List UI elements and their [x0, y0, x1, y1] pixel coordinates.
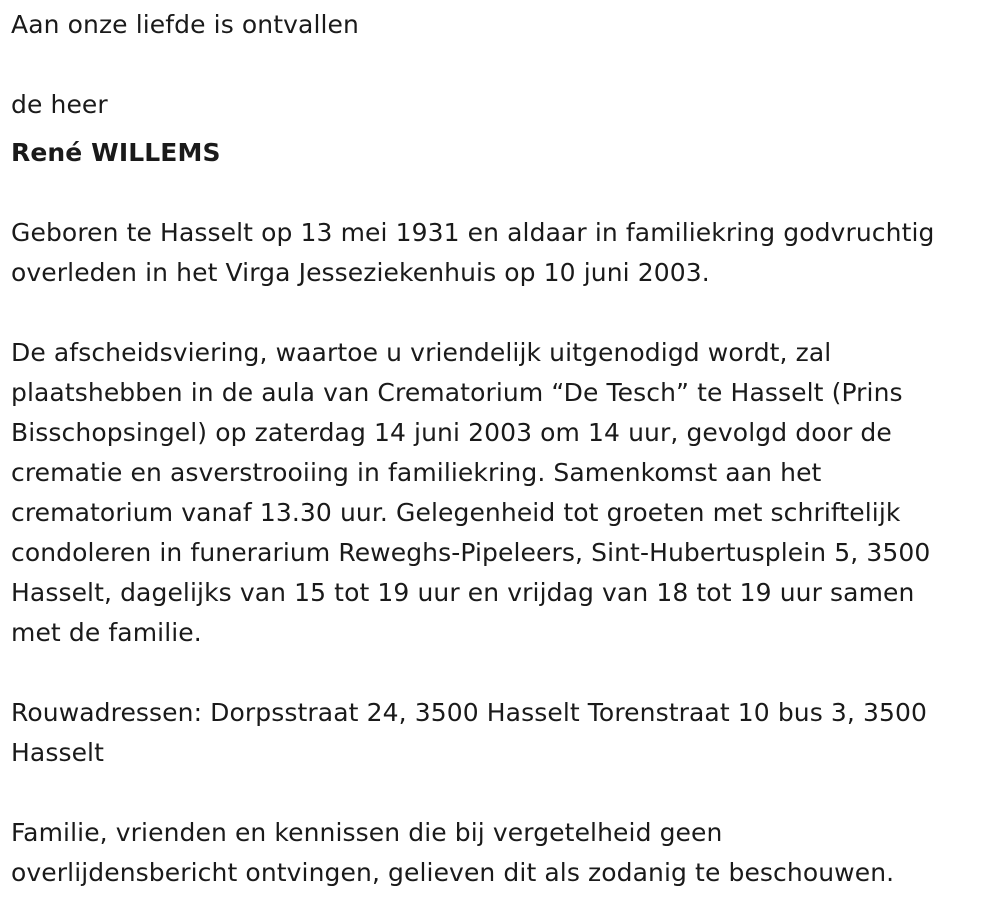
- paragraph-line: crematorium vanaf 13.30 uur. Gelegenheid tot groeten met schriftelijk: [11, 498, 901, 527]
- paragraph-line: overlijdensbericht ontvingen, gelieven dit als zodanig te beschouwen.: [11, 858, 895, 887]
- paragraph-line: condoleren in funerarium Reweghs-Pipeleers, Sint-Hubertusplein 5, 3500: [11, 538, 931, 567]
- paragraph-line: met de familie.: [11, 618, 202, 647]
- spacer: [11, 125, 996, 133]
- paragraph-line: Rouwadressen: Dorpsstraat 24, 3500 Hasselt Torenstraat 10 bus 3, 3500: [11, 698, 928, 727]
- birth-death-paragraph: [11, 213, 996, 293]
- closing-paragraph: [11, 813, 996, 893]
- paragraph-line: De afscheidsviering, waartoe u vriendelijk uitgenodigd wordt, zal: [11, 338, 832, 367]
- paragraph-line: Geboren te Hasselt op 13 mei 1931 en aldaar in familiekring godvruchtig: [11, 218, 935, 247]
- obituary-notice: [0, 5, 996, 893]
- paragraph-line: Familie, vrienden en kennissen die bij vergetelheid geen: [11, 818, 723, 847]
- title-prefix: de heer: [11, 90, 108, 119]
- paragraph-line: plaatshebben in de aula van Crematorium “De Tesch” te Hasselt (Prins: [11, 378, 903, 407]
- deceased-name: René WILLEMS: [11, 138, 221, 167]
- paragraph-line: Bisschopsingel) op zaterdag 14 juni 2003 om 14 uur, gevolgd door de: [11, 418, 892, 447]
- paragraph-line: overleden in het Virga Jesseziekenhuis op 10 juni 2003.: [11, 258, 710, 287]
- spacer: [11, 293, 996, 333]
- paragraph-line: Hasselt: [11, 738, 104, 767]
- addresses-paragraph: [11, 693, 996, 773]
- ceremony-paragraph: [11, 333, 996, 653]
- spacer: [11, 773, 996, 813]
- paragraph-line: Hasselt, dagelijks van 15 tot 19 uur en vrijdag van 18 tot 19 uur samen: [11, 578, 915, 607]
- intro-text: Aan onze liefde is ontvallen: [11, 10, 359, 39]
- spacer: [11, 173, 996, 213]
- spacer: [11, 45, 996, 85]
- paragraph-line: crematie en asverstrooiing in familiekring. Samenkomst aan het: [11, 458, 822, 487]
- spacer: [11, 653, 996, 693]
